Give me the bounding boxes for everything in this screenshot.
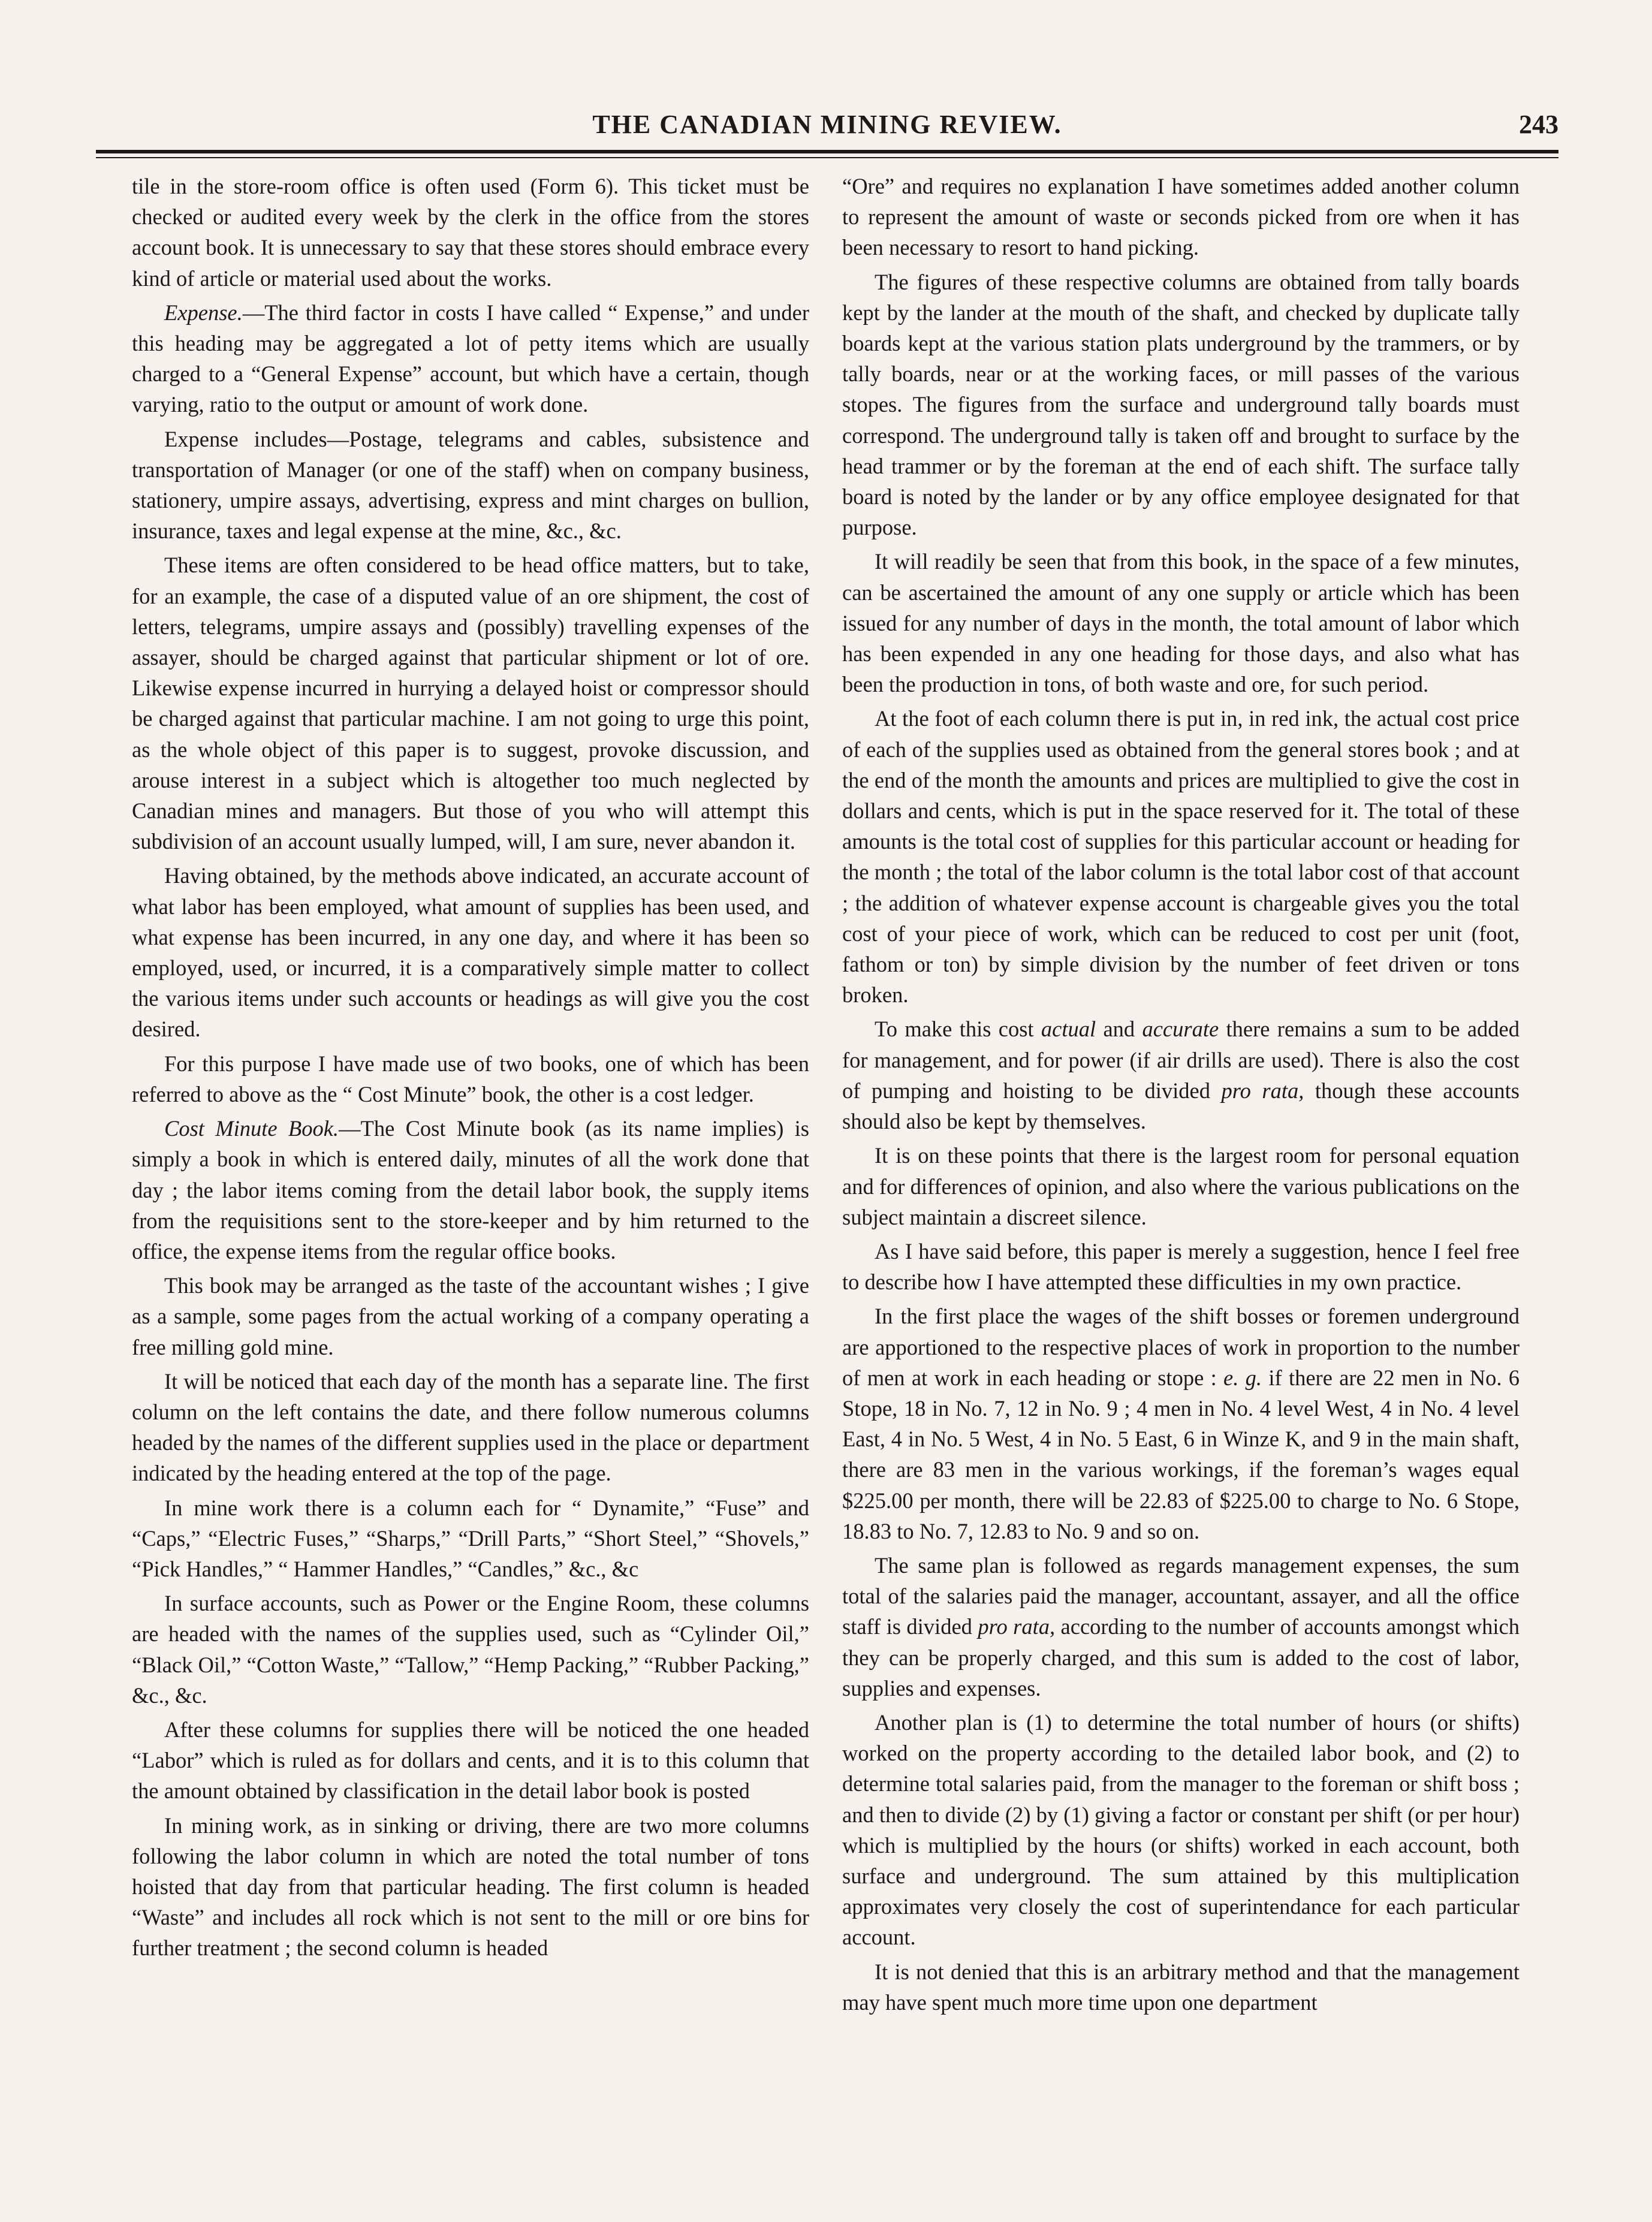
paragraph-text: In the first place the wages of the shift bosses or foremen underground are apportioned to the respective places of work in proportion to the number of men at work in each heading or stope : — [842, 1304, 1520, 1390]
paragraph: These items are often considered to be head office matters, but to take, for an example, the case of a disputed value of an ore shipment, the cost of letters, telegrams, umpire assays and (possibly) travelling expenses of the assayer, should be charged against that particular shipment or lot of ore. Likewise expense incurred in hurrying a delayed hoist or compressor should be charged against that particular machine. I am not going to urge this point, as the whole object of this paper is to suggest, provoke discussion, and arouse interest in a subject which is altogether too much neglected by Canadian mines and managers. But those of you who will attempt this subdivision of an account usually lumped, will, I am sure, never abandon it. — [132, 553, 809, 854]
paragraph: tile in the store-room office is often used (Form 6). This ticket must be checked or audited every week by the clerk in the office from the stores account book. It is unnecessary to say that these stores should embrace every kind of article or material used about the works. — [132, 174, 809, 291]
paragraph: In mining work, as in sinking or driving, there are two more columns following the labor column in which are noted the total number of tons hoisted that day from that particular heading. The first column is headed “Waste” and includes all rock which is not sent to the mill or ore bins for further treatment ; the second column is headed — [132, 1813, 809, 1961]
paragraph — [132, 1113, 809, 1267]
paragraph: “Ore” and requires no explanation I have sometimes added another column to represent the amount of waste or seconds picked from ore when it has been necessary to resort to hand picking. — [842, 174, 1520, 260]
paragraph: It is on these points that there is the largest room for personal equation and for differences of opinion, and also where the various publications on the subject maintain a discreet silence. — [842, 1143, 1520, 1229]
page-number: 243 — [1519, 110, 1558, 139]
paragraph — [842, 1550, 1520, 1704]
paragraph: The figures of these respective columns are obtained from tally boards kept by the lander at the mouth of the shaft, and checked by duplicate tally boards kept at the various station plats underground by the trammers, or by tally boards, near or at the working faces, or mill passes of the various stopes. The figures from the surface and underground tally boards must correspond. The underground tally is taken off and brought to surface by the head trammer or by the foreman at the end of each shift. The surface tally board is noted by the lander or by any office employee designated for that purpose. — [842, 269, 1520, 540]
emphasis: actual — [1041, 1017, 1096, 1042]
paragraph: For this purpose I have made use of two books, one of which has been referred to above as the “ Cost Minute” book, the other is a cost ledger. — [132, 1051, 809, 1107]
emphasis: pro rata, — [978, 1614, 1056, 1639]
running-title: THE CANADIAN MINING REVIEW. — [592, 110, 1062, 139]
page-header — [96, 96, 1558, 150]
paragraph — [842, 1014, 1520, 1136]
paragraph: In mine work there is a column each for “ Dynamite,” “Fuse” and “Caps,” “Electric Fuses,” “Sharps,” “Drill Parts,” “Short Steel,” “Shovels,” “Pick Handles,” “ Hammer Handles,” “Candles,” &c., &c — [132, 1495, 809, 1581]
paragraph-text: —The third factor in costs I have called “ Expense,” and under this heading may be aggregated a lot of petty items which are usually charged to a “General Expense” account, but which have a certain, though varying, ratio to the output or amount of work done. — [132, 300, 809, 417]
paragraph-text: —The Cost Minute book (as its name implies) is simply a book in which is entered daily, minutes of all the work done that day ; the labor items coming from the detail labor book, the supply items from the requisitions sent to the store-keeper and by him returned to the office, the expense items from the regular office books. — [132, 1116, 809, 1264]
emphasis: e. g. — [1223, 1365, 1262, 1390]
emphasis: accurate — [1142, 1017, 1219, 1042]
left-column — [132, 171, 809, 1967]
paragraph — [132, 297, 809, 420]
paragraph: Expense includes—Postage, telegrams and cables, subsistence and transportation of Manager (or one of the staff) when on company business, stationery, umpire assays, advertising, express and mint charges on bullion, insurance, taxes and legal expense at the mine, &c., &c. — [132, 426, 809, 544]
paragraph: After these columns for supplies there will be noticed the one headed “Labor” which is ruled as for dollars and cents, and it is to this column that the amount obtained by classification in the detail labor book is posted — [132, 1717, 809, 1804]
paragraph: It will be noticed that each day of the month has a separate line. The first column on the left contains the date, and there follow numerous columns headed by the names of the different supplies used in the place or department indicated by the heading entered at the top of the page. — [132, 1368, 809, 1486]
paragraph-text: The same plan is followed as regards management expenses, the sum total of the salaries paid the manager, accountant, assayer, and all the office staff is divided — [842, 1552, 1520, 1639]
paragraph: Another plan is (1) to determine the total number of hours (or shifts) worked on the property according to the detailed labor book, and (2) to determine total salaries paid, from the manager to the foreman or shift boss ; and then to divide (2) by (1) giving a factor or constant per shift (or per hour) which is multiplied by the hours (or shifts) worked in each account, both surface and underground. The sum attained by this multiplication approximates very closely the cost of superintendance for each particular account. — [842, 1710, 1520, 1950]
section-lead-in: Cost Minute Book. — [164, 1116, 339, 1141]
header-rule-thin — [96, 157, 1558, 158]
header-rule-thick — [96, 150, 1558, 153]
paragraph: Having obtained, by the methods above indicated, an accurate account of what labor has been employed, what amount of supplies has been used, and what expense has been incurred, in any one day, and where it has been so employed, used, or incurred, it is a comparatively simple matter to collect the various items under such accounts or headings as will give you the cost desired. — [132, 863, 809, 1042]
paragraph: It will readily be seen that from this book, in the space of a few minutes, can be ascertained the amount of any one supply or article which has been issued for any number of days in the month, the total amount of labor which has been expended in any one heading for those days, and also what has been the production in tons, of both waste and ore, for such period. — [842, 549, 1520, 697]
paragraph: At the foot of each column there is put in, in red ink, the actual cost price of each of the supplies used as obtained from the general stores book ; and at the end of the month the amounts and prices are multiplied to give the cost in dollars and cents, which is put in the space reserved for it. The total of these amounts is the total cost of supplies for this particular account or heading for the month ; the total of the labor column is the total labor cost of that account ; the addition of whatever expense account is chargeable gives you the total cost of your piece of work, which can be reduced to cost per unit (foot, fathom or ton) by simple division by the number of feet driven or tons broken. — [842, 706, 1520, 1008]
paragraph-text: To make this cost — [875, 1017, 1041, 1042]
paragraph-text: there remains a sum to be added for management, and for power (if air drills are used). There is also the cost of pumping and hoisting to be divided — [842, 1017, 1520, 1103]
right-column — [842, 171, 1520, 2021]
paragraph: As I have said before, this paper is merely a suggestion, hence I feel free to describe how I have attempted these difficulties in my own practice. — [842, 1238, 1520, 1295]
paragraph-text: according to the number of accounts amongst which they can be properly charged, and this sum is added to the cost of labor, supplies and expenses. — [842, 1614, 1520, 1701]
section-lead-in: Expense. — [164, 300, 243, 325]
paragraph-text: though these accounts should also be kept by themselves. — [842, 1078, 1520, 1134]
paragraph: It is not denied that this is an arbitrary method and that the management may have spent much more time upon one department — [842, 1959, 1520, 2015]
paragraph: In surface accounts, such as Power or the Engine Room, these columns are headed with the names of the supplies used, such as “Cylinder Oil,” “Black Oil,” “Cotton Waste,” “Tallow,” “Hemp Packing,” “Rubber Packing,” &c., &c. — [132, 1591, 809, 1708]
paragraph-text: and — [1096, 1017, 1142, 1042]
paragraph: This book may be arranged as the taste of the accountant wishes ; I give as a sample, some pages from the actual working of a company operating a free milling gold mine. — [132, 1273, 809, 1359]
paragraph — [842, 1301, 1520, 1546]
emphasis: pro rata, — [1221, 1078, 1304, 1103]
paragraph-text: if there are 22 men in No. 6 Stope, 18 in No. 7, 12 in No. 9 ; 4 men in No. 4 level West, 4 in No. 4 level East, 4 in No. 5 West, 4 in No. 5 East, 6 in Winze K, and 9 in the main shaft, there are 83 men in the various workings, if the foreman’s wages equal $225.00 per month, there will be 22.83 of $225.00 to charge to No. 6 Stope, 18.83 to No. 7, 12.83 to No. 9 and so on. — [842, 1365, 1520, 1543]
